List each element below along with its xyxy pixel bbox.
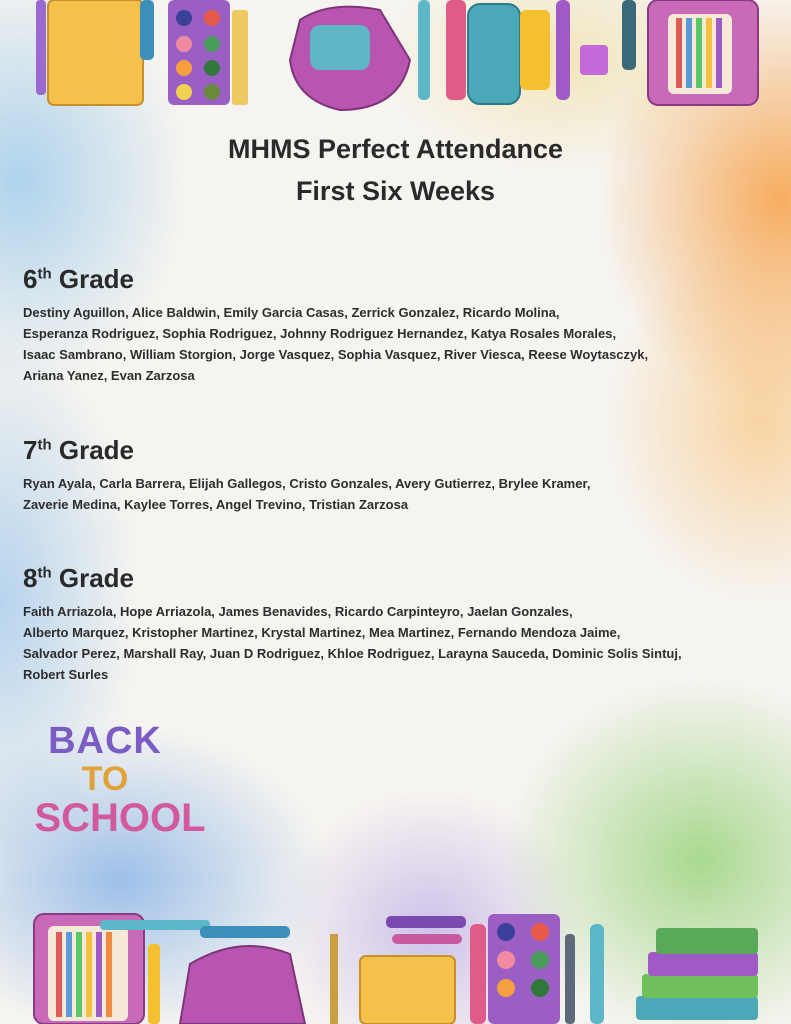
grade-8-number: 8: [23, 563, 38, 593]
grade-7-word: Grade: [58, 435, 135, 465]
grade-7-number: 7: [23, 435, 38, 465]
grade-6-names: [23, 302, 773, 386]
grade-8-heading: [23, 561, 773, 595]
grade-6-word: Grade: [58, 264, 135, 294]
grade-6-number: 6: [23, 264, 38, 294]
school-word: SCHOOL: [34, 796, 206, 840]
grade-8-names-line: Faith Arriazola, Hope Arriazola, James Benavides, Ricardo Carpinteyro, Jaelan Gonzales,: [23, 604, 573, 619]
grade-7-names-line: Zaverie Medina, Kaylee Torres, Angel Trevino, Tristian Zarzosa: [23, 497, 409, 512]
grade-7-names: [23, 473, 773, 515]
grade-7-section: [23, 433, 773, 515]
to-word: TO: [81, 760, 129, 798]
grade-7-names-line: Ryan Ayala, Carla Barrera, Elijah Gallegos, Cristo Gonzales, Avery Gutierrez, Brylee Kramer,: [23, 476, 591, 491]
grade-8-section: [23, 561, 773, 685]
grade-8-names-line: Alberto Marquez, Kristopher Martinez, Krystal Martinez, Mea Martinez, Fernando Mendoza Jaime,: [23, 625, 621, 640]
grade-6-names-line: Esperanza Rodriguez, Sophia Rodriguez, Johnny Rodriguez Hernandez, Katya Rosales Morales,: [23, 326, 617, 341]
grade-8-word: Grade: [58, 563, 135, 593]
grade-8-names: [23, 601, 773, 685]
grade-8-suffix: th: [37, 564, 52, 582]
back-word: BACK: [48, 720, 162, 762]
grade-7-suffix: th: [37, 436, 52, 454]
title-line-1: MHMS Perfect Attendance: [227, 134, 564, 164]
grade-8-names-line: Robert Surles: [23, 667, 109, 682]
grade-6-names-line: Ariana Yanez, Evan Zarzosa: [23, 368, 195, 383]
grade-8-names-line: Salvador Perez, Marshall Ray, Juan D Rodriguez, Khloe Rodriguez, Larayna Sauceda, Dominic Solis Sintuj,: [23, 646, 682, 661]
page-title: [0, 128, 791, 212]
title-line-2: First Six Weeks: [295, 176, 496, 206]
grade-6-names-line: Destiny Aguillon, Alice Baldwin, Emily Garcia Casas, Zerrick Gonzalez, Ricardo Molina,: [23, 305, 560, 320]
grade-6-names-line: Isaac Sambrano, William Storgion, Jorge Vasquez, Sophia Vasquez, River Viesca, Reese Woytasczyk,: [23, 347, 649, 362]
grade-7-heading: [23, 433, 773, 467]
back-to-school-graphic: [30, 722, 210, 838]
grade-6-section: [23, 262, 773, 386]
grade-6-suffix: th: [37, 265, 52, 283]
grade-6-heading: [23, 262, 773, 296]
